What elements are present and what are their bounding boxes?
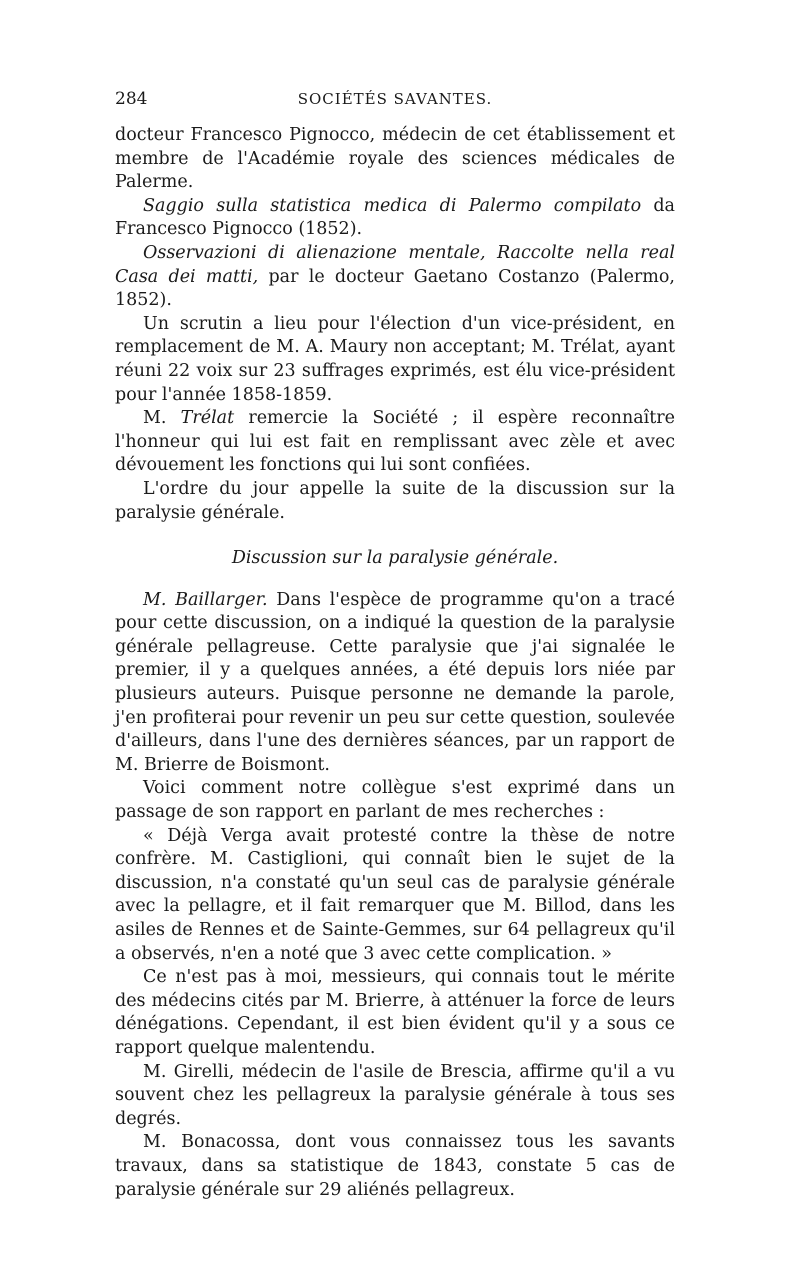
section-title: Discussion sur la paralysie générale. [231, 548, 559, 569]
paragraph: docteur Francesco Pignocco, médecin de cet établissement et membre de l'Académie royale des sciences médicales de Palerme. [115, 125, 675, 193]
paragraph: Voici comment notre collègue s'est exprimé dans un passage de son rapport en parlant de mes recherches : [115, 778, 675, 823]
paragraph: M. Girelli, médecin de l'asile de Brescia, affirme qu'il a vu souvent chez les pellagreux la paralysie générale à tous ses degrés. [115, 1061, 675, 1129]
paragraph [115, 407, 675, 478]
paragraph-text: par le docteur Gaetano Costanzo (Palermo, 1852). [115, 266, 675, 311]
work-title: Osservazioni di alienazione mentale, Raccolte nella real Casa dei matti, [115, 242, 675, 287]
speaker-name: M. Baillarger. [143, 589, 268, 610]
quotation: « Déjà Verga avait protesté contre la thèse de notre confrère. M. Castiglioni, qui connaît bien le sujet de la discussion, n'a constaté qu'un seul cas de paralysie générale avec la pellagre, et il fait remarquer que M. Billod, dans les asiles de Rennes et de Sainte-Gemmes, sur 64 pellagreux qu'il a observés, n'en a noté que 3 avec cette complication. » [115, 825, 675, 964]
paragraph-text: M. [143, 408, 181, 429]
book-page [115, 88, 675, 1202]
page-number: 284 [115, 89, 148, 109]
paragraph: L'ordre du jour appelle la suite de la discussion sur la paralysie générale. [115, 478, 675, 523]
speaker-name: Trélat [180, 408, 235, 429]
running-title: SOCIÉTÉS SAVANTES. [297, 90, 493, 108]
work-title: Saggio sulla statistica medica di Palermo compilato [143, 195, 642, 216]
paragraph [115, 589, 675, 778]
paragraph-text: Dans l'espèce de programme qu'on a tracé pour cette discussion, on a indiqué la question de la paralysie générale pellagreuse. Cette paralysie que j'ai signalée le premier, il y a quelques années, a été depuis lors niée par plusieurs auteurs. Puisque personne ne demande la parole, j'en profiterai pour revenir un peu sur cette question, soulevée d'ailleurs, dans l'une des dernières séances, par un rapport de M. Brierre de Boismont. [115, 589, 675, 775]
paragraph-text: da Francesco Pignocco (1852). [115, 195, 675, 240]
paragraph [115, 242, 675, 313]
paragraph: Ce n'est pas à moi, messieurs, qui connais tout le mérite des médecins cités par M. Brierre, à atténuer la force de leurs dénégations. Cependant, il est bien évident qu'il y a sous ce rapport quelque malentendu. [115, 967, 675, 1058]
paragraph [115, 195, 675, 242]
running-head [115, 88, 675, 114]
paragraph-text: remercie la Société ; il espère reconnaître l'honneur qui lui est fait en remplissant avec zèle et avec dévouement les fonctions qui lui sont confiées. [115, 408, 675, 476]
paragraph: M. Bonacossa, dont vous connaissez tous les savants travaux, dans sa statistique de 1843, constate 5 cas de paralysie générale sur 29 aliénés pellagreux. [115, 1132, 675, 1200]
paragraph: Un scrutin a lieu pour l'élection d'un vice-président, en remplacement de M. A. Maury non acceptant; M. Trélat, ayant réuni 22 voix sur 23 suffrages exprimés, est élu vice-président pour l'année 1858-1859. [115, 313, 675, 405]
